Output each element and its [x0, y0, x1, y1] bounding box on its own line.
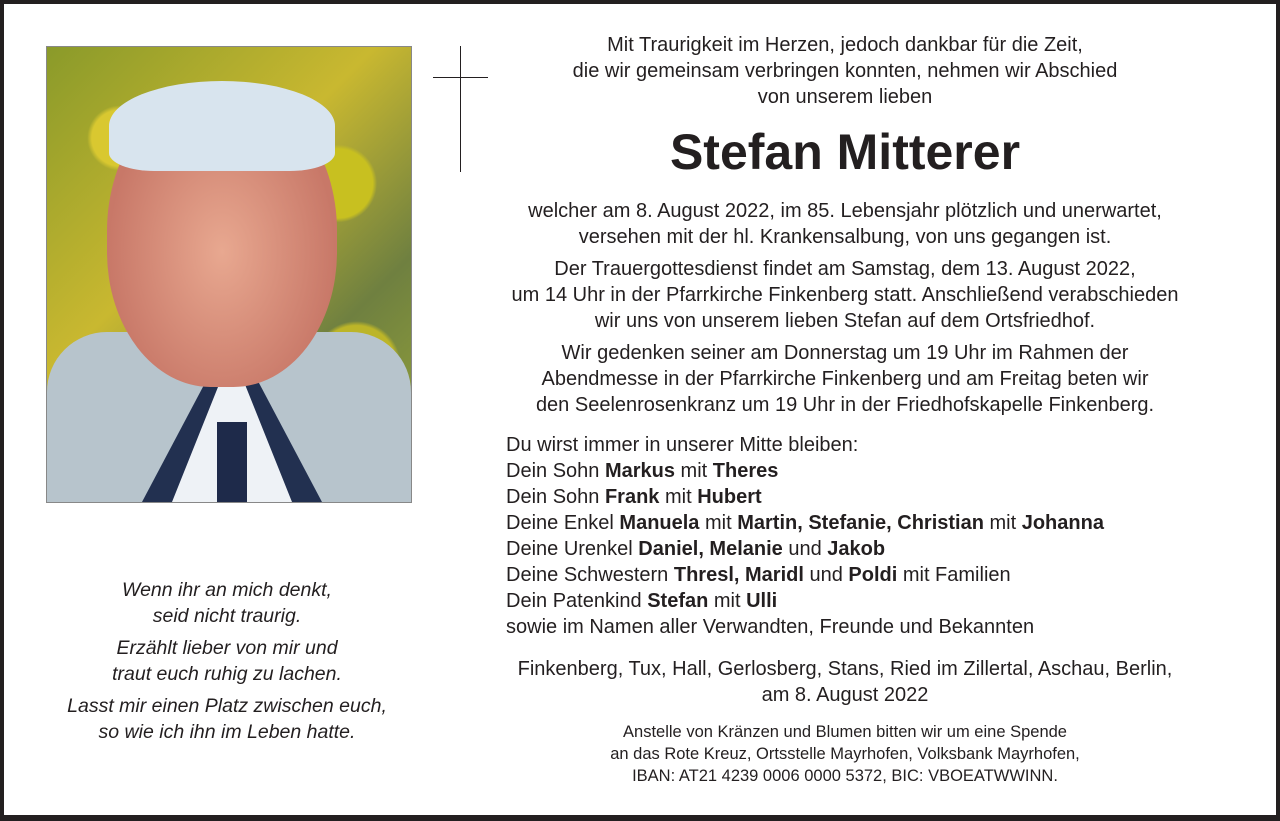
family-relation-text: und: [803, 564, 849, 586]
family-member-name: Hubert: [697, 486, 762, 508]
portrait-photo: [46, 46, 412, 503]
intro-line: von unserem lieben: [757, 86, 933, 108]
family-member-name: Frank: [604, 486, 660, 508]
announcement-line: versehen mit der hl. Krankensalbung, von uns gegangen ist.: [578, 226, 1112, 248]
family-relation-text: Deine Urenkel: [506, 538, 639, 560]
family-member-line: [506, 536, 1104, 562]
family-member-line: [506, 510, 1104, 536]
donation-line: Anstelle von Kränzen und Blumen bitten wir um eine Spende: [623, 723, 1067, 741]
memorial-line: den Seelenrosenkranz um 19 Uhr in der Friedhofskapelle Finkenberg.: [535, 394, 1155, 416]
family-member-name: Daniel, Melanie: [638, 538, 783, 560]
family-relation-text: sowie im Namen aller Verwandten, Freunde und Bekannten: [506, 616, 1035, 638]
memorial-line: Abendmesse in der Pfarrkirche Finkenberg und am Freitag beten wir: [541, 368, 1149, 390]
intro-line: Mit Traurigkeit im Herzen, jedoch dankbar für die Zeit,: [607, 34, 1083, 56]
family-relation-text: Deine Schwestern: [506, 564, 674, 586]
family-intro: Du wirst immer in unserer Mitte bleiben:: [506, 434, 859, 456]
announcement-text: [440, 198, 1250, 418]
verse-line: so wie ich ihn im Leben hatte.: [98, 721, 356, 743]
verse-line: traut euch ruhig zu lachen.: [112, 663, 342, 685]
family-member-name: Thresl, Maridl: [673, 564, 804, 586]
family-relation-text: mit Familien: [897, 564, 1011, 586]
family-member-name: Johanna: [1021, 512, 1104, 534]
family-relation-text: Dein Sohn: [506, 460, 605, 482]
donation-line: an das Rote Kreuz, Ortsstelle Mayrhofen, Volksbank Mayrhofen,: [610, 745, 1080, 763]
family-member-name: Ulli: [746, 590, 778, 612]
family-member-name: Markus: [604, 460, 675, 482]
funeral-line: wir uns von unserem lieben Stefan auf dem Ortsfriedhof.: [594, 310, 1096, 332]
family-member-line: [506, 458, 1104, 484]
family-member-line: [506, 484, 1104, 510]
places-and-date: [440, 656, 1250, 708]
family-member-name: Theres: [712, 460, 779, 482]
family-member-name: Stefan: [647, 590, 709, 612]
announcement-line: welcher am 8. August 2022, im 85. Lebensjahr plötzlich und unerwartet,: [528, 200, 1162, 222]
family-member-name: Poldi: [848, 564, 898, 586]
family-member-line: [506, 588, 1104, 614]
family-list: [506, 432, 1104, 640]
date-line: am 8. August 2022: [761, 684, 929, 706]
verse-line: Wenn ihr an mich denkt,: [122, 579, 332, 601]
family-member-line: [506, 562, 1104, 588]
family-relation-text: Deine Enkel: [506, 512, 620, 534]
verse: [20, 577, 434, 745]
donation-line: IBAN: AT21 4239 0006 0000 5372, BIC: VBOEATWWINN.: [632, 767, 1058, 785]
verse-line: seid nicht traurig.: [152, 605, 302, 627]
family-member-name: Jakob: [827, 538, 886, 560]
verse-line: Erzählt lieber von mir und: [116, 637, 338, 659]
family-relation-text: mit: [675, 460, 713, 482]
family-relation-text: Dein Sohn: [506, 486, 605, 508]
family-member-name: Manuela: [619, 512, 700, 534]
verse-line: Lasst mir einen Platz zwischen euch,: [67, 695, 387, 717]
family-relation-text: mit: [699, 512, 738, 534]
family-relation-text: Dein Patenkind: [506, 590, 648, 612]
intro-text: [440, 32, 1250, 110]
intro-line: die wir gemeinsam verbringen konnten, nehmen wir Abschied: [572, 60, 1118, 82]
places-line: Finkenberg, Tux, Hall, Gerlosberg, Stans, Ried im Zillertal, Aschau, Berlin,: [517, 658, 1173, 680]
family-member-name: Martin, Stefanie, Christian: [737, 512, 984, 534]
funeral-line: um 14 Uhr in der Pfarrkirche Finkenberg statt. Anschließend verabschieden: [511, 284, 1179, 306]
donation-note: [440, 721, 1250, 787]
family-relation-text: und: [782, 538, 828, 560]
deceased-name: Stefan Mitterer: [669, 124, 1021, 180]
family-relation-text: mit: [659, 486, 698, 508]
family-relation-text: mit: [983, 512, 1022, 534]
family-member-line: [506, 614, 1104, 640]
memorial-line: Wir gedenken seiner am Donnerstag um 19 Uhr im Rahmen der: [561, 342, 1129, 364]
funeral-line: Der Trauergottesdienst findet am Samstag, dem 13. August 2022,: [554, 258, 1136, 280]
family-relation-text: mit: [708, 590, 747, 612]
